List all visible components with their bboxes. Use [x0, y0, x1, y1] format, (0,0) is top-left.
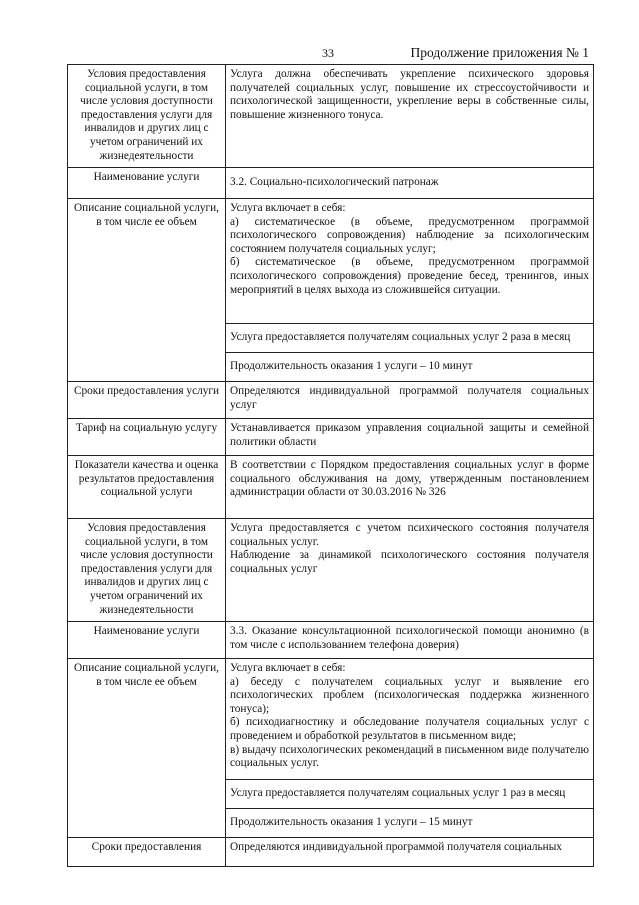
- description-line: б) психодиагностику и обследование получателя социальных услуг с проведением и обработкой результатов в письменном виде;: [230, 716, 589, 742]
- table-row: [68, 838, 594, 867]
- table-row: [68, 456, 594, 519]
- page-number: 33: [322, 46, 334, 60]
- service-duration: Продолжительность оказания 1 услуги – 15 минут: [226, 809, 594, 838]
- row-value: Услуга должна обеспечивать укрепление психического здоровья получателей социальных услуг, повышение их стрессоустойчивости и психологической защищенности, укрепление веры в собственные силы, повышение жизненного тонуса.: [226, 65, 594, 168]
- table-row: [68, 65, 594, 168]
- row-label: Описание социальной услуги, в том числе ее объем: [68, 199, 226, 382]
- row-label: Показатели качества и оценка результатов предоставления социальной услуги: [68, 456, 226, 519]
- condition-line: Услуга предоставляется с учетом психического состояния получателя социальных услуг.: [230, 522, 589, 548]
- row-value: 3.3. Оказание консультационной психологической помощи анонимно (в том числе с использованием телефона доверия): [226, 622, 594, 659]
- service-frequency: Услуга предоставляется получателям социальных услуг 1 раз в месяц: [226, 780, 594, 809]
- continuation-note: Продолжение приложения № 1: [410, 45, 589, 60]
- row-label: Условия предоставления социальной услуги, в том числе условия доступности предоставления услуги для инвалидов и других лиц с учетом ограничений их жизнедеятельности: [68, 519, 226, 622]
- table-row: [68, 659, 594, 780]
- service-frequency: Услуга предоставляется получателям социальных услуг 2 раза в месяц: [226, 324, 594, 353]
- row-label: Описание социальной услуги, в том числе ее объем: [68, 659, 226, 838]
- service-description: [226, 659, 594, 780]
- row-label: Тариф на социальную услугу: [68, 419, 226, 456]
- service-description: [226, 199, 594, 324]
- description-line: б) систематическое (в объеме, предусмотренном программой психологического сопровождения) проведение бесед, тренингов, иных мероприятий в целях выхода из сложившейся ситуации.: [230, 256, 589, 296]
- table-row: [68, 199, 594, 324]
- row-label: Наименование услуги: [68, 168, 226, 199]
- description-line: а) беседу с получателем социальных услуг и выявление его психологических проблем (психологическая поддержка жизненного тонуса);: [230, 675, 589, 715]
- table-row: [68, 168, 594, 199]
- description-line: а) систематическое (в объеме, предусмотренном программой психологического сопровождения) наблюдение за психологическим состоянием получателя социальных услуг;: [230, 215, 589, 255]
- row-value: Определяются индивидуальной программой получателя социальных: [226, 838, 594, 867]
- table-row: [68, 382, 594, 419]
- row-value: В соответствии с Порядком предоставления социальных услуг в форме социального обслуживания на дому, утвержденным постановлением администрации области от 30.03.2016 № 326: [226, 456, 594, 519]
- service-duration: Продолжительность оказания 1 услуги – 10 минут: [226, 353, 594, 382]
- row-label: Наименование услуги: [68, 622, 226, 659]
- row-value: Устанавливается приказом управления социальной защиты и семейной политики области: [226, 419, 594, 456]
- table-row: [68, 519, 594, 622]
- row-label: Сроки предоставления услуги: [68, 382, 226, 419]
- services-table: [67, 64, 594, 867]
- description-line: в) выдачу психологических рекомендаций в письменном виде получателю социальных услуг.: [230, 743, 589, 770]
- row-label: Условия предоставления социальной услуги, в том числе условия доступности предоставления услуги для инвалидов и других лиц с учетом ограничений их жизнедеятельности: [68, 65, 226, 168]
- row-value: 3.2. Социально-психологический патронаж: [226, 168, 594, 199]
- table-row: [68, 419, 594, 456]
- condition-line: Наблюдение за динамикой психологического состояния получателя социальных услуг: [230, 549, 589, 575]
- description-line: Услуга включает в себя:: [230, 662, 346, 674]
- description-line: Услуга включает в себя:: [230, 202, 346, 214]
- row-value: Определяются индивидуальной программой получателя социальных услуг: [226, 382, 594, 419]
- row-value: [226, 519, 594, 622]
- table-row: [68, 622, 594, 659]
- row-label: Сроки предоставления: [68, 838, 226, 867]
